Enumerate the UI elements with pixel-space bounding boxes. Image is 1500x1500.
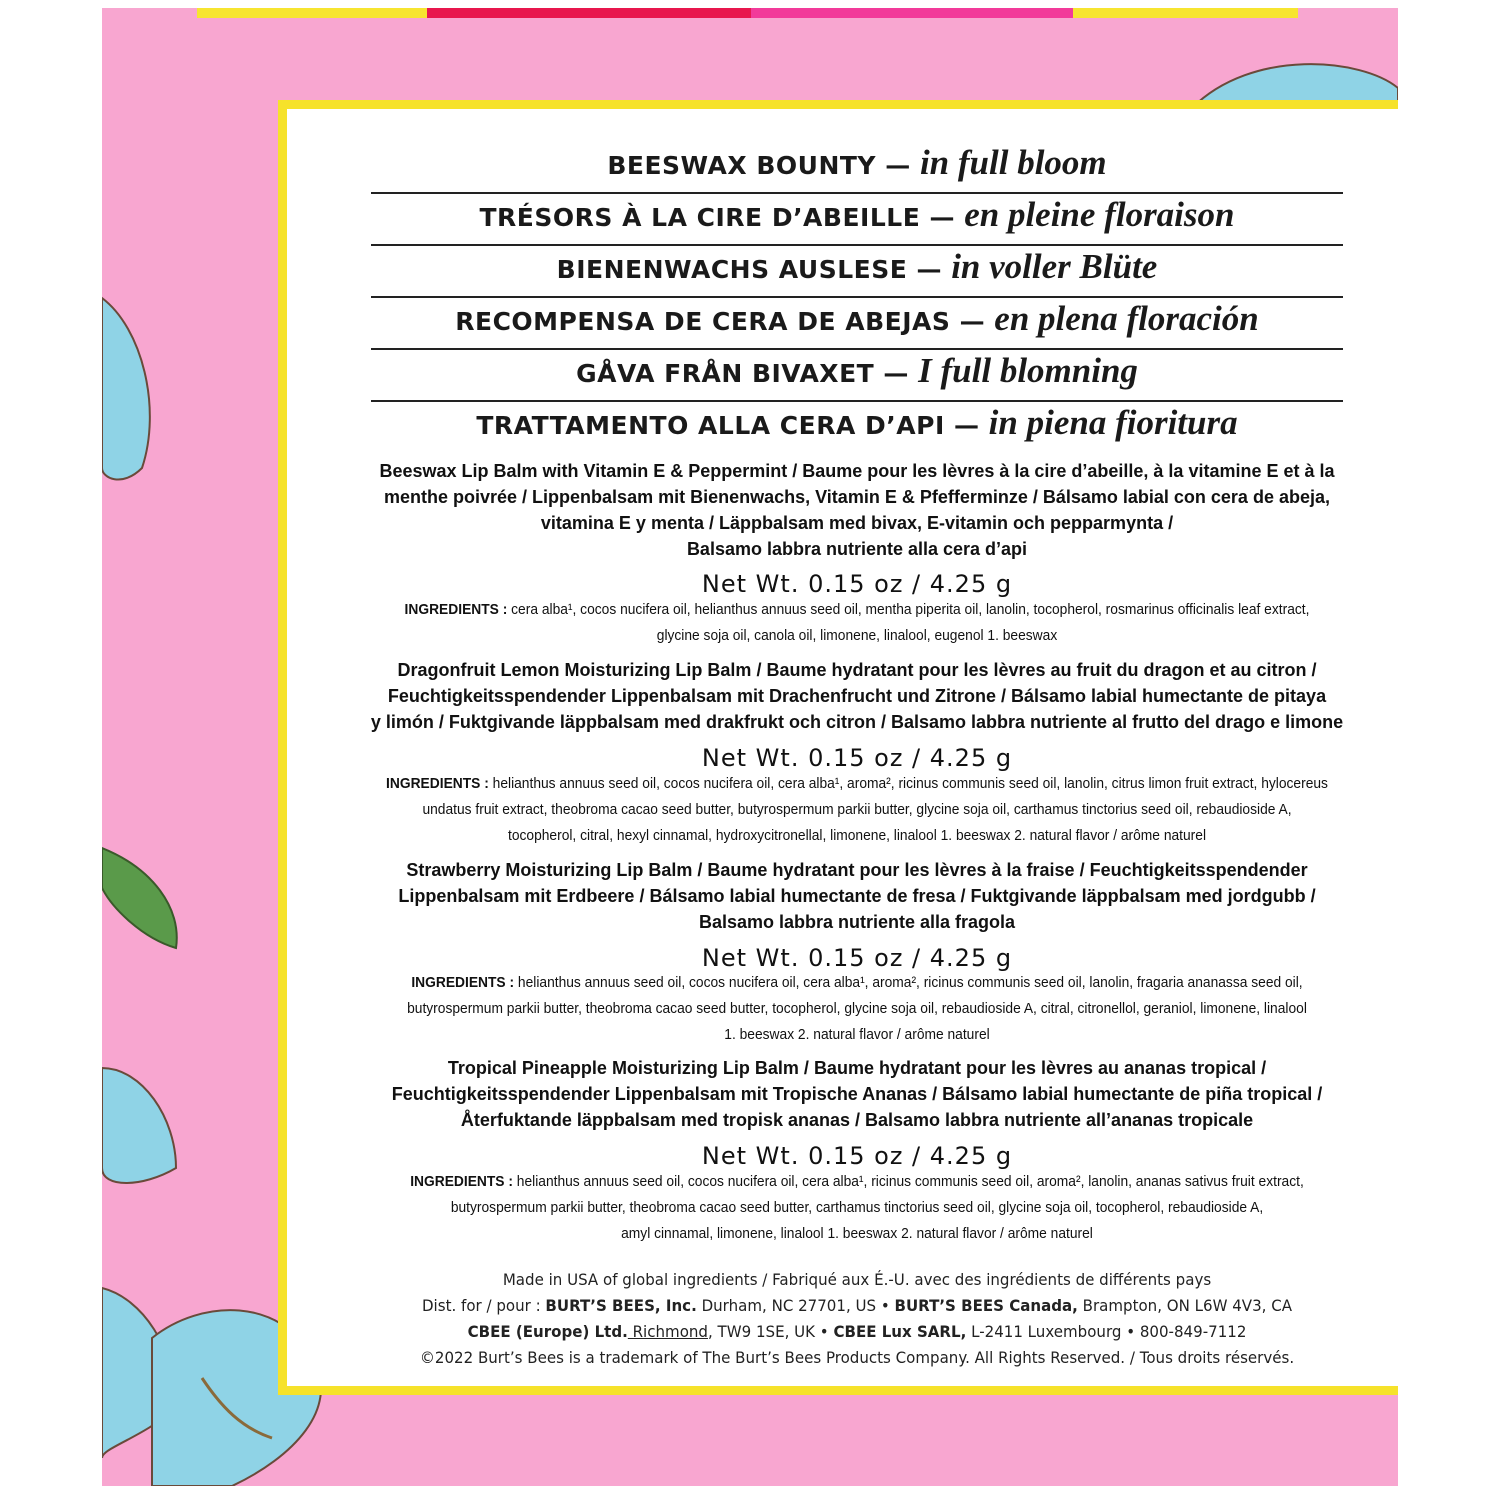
divider <box>371 348 1343 350</box>
net-weight: Net Wt. 0.15 oz / 4.25 g <box>701 1142 1013 1170</box>
net-weight: Net Wt. 0.15 oz / 4.25 g <box>701 944 1013 972</box>
product-name-tropical-pineapple: Tropical Pineapple Moisturizing Lip Balm / Baume hydratant pour les lèvres au ananas tropical / Feuchtigkeitsspendender Lippenbalsam mit Tropische Ananas / Bálsamo labial humectante de piña tropical / Återfuktande läppbalsam med tropisk ananas / Balsamo labbra nutriente all’ananas tropicale <box>391 1058 1323 1130</box>
title-german: BIENENWACHS AUSLESE — in voller Blüte <box>556 247 1158 286</box>
ingredients-beeswax: INGREDIENTS : cera alba¹, cocos nucifera oil, helianthus annuus seed oil, mentha piperita oil, lanolin, tocopherol, rosmarinus officinalis leaf extract, glycine soja oil, canola oil, limonene, linalool, eugenol 1. beeswax <box>404 601 1310 644</box>
net-weight: Net Wt. 0.15 oz / 4.25 g <box>701 744 1013 772</box>
divider <box>371 192 1343 194</box>
divider <box>371 296 1343 298</box>
title-italian: TRATTAMENTO ALLA CERA D’API — in piena fioritura <box>476 403 1238 442</box>
title-spanish: RECOMPENSA DE CERA DE ABEJAS — en plena floración <box>455 299 1259 338</box>
product-name-strawberry: Strawberry Moisturizing Lip Balm / Baume hydratant pour les lèvres à la fraise / Feuchtigkeitsspendender Lippenbalsam mit Erdbeere / Bálsamo labial humectante de fresa / Fuktgivande läppbalsam med jordgubb / Balsamo labbra nutriente alla fragola <box>398 860 1316 932</box>
ingredients-strawberry: INGREDIENTS : helianthus annuus seed oil, cocos nucifera oil, cera alba¹, aroma², ricinus communis seed oil, lanolin, fragaria ananassa seed oil, butyrospermum parkii butter, theobroma cacao seed butter, tocopherol, glycine soja oil, rebaudioside A, citral, citronellol, geraniol, limonene, linalool 1. beeswax 2. natural flavor / arôme naturel <box>407 974 1307 1043</box>
top-strip-yellow-2 <box>1073 8 1298 18</box>
title-french: TRÉSORS À LA CIRE D’ABEILLE — en pleine floraison <box>479 195 1235 234</box>
divider <box>371 400 1343 402</box>
top-strip-yellow <box>197 8 427 18</box>
top-strip-pink <box>751 8 1073 18</box>
title-english: BEESWAX BOUNTY — in full bloom <box>607 143 1107 182</box>
ingredients-dragonfruit-lemon: INGREDIENTS : helianthus annuus seed oil, cocos nucifera oil, cera alba¹, aroma², ricinus communis seed oil, lanolin, citrus limon fruit extract, hylocereus undatus fruit extract, theobroma cacao seed butter, butyrospermum parkii butter, glycine soja oil, carthamus tinctorius seed oil, rebaudioside A, tocopherol, citral, hexyl cinnamal, hydroxycitronellal, limonene, linalool 1. beeswax 2. natural flavor / arôme naturel <box>386 775 1328 844</box>
divider <box>371 244 1343 246</box>
text-panel <box>278 100 1398 1395</box>
top-strip-red <box>427 8 751 18</box>
distribution-info: Made in USA of global ingredients / Fabriqué aux É.-U. avec des ingrédients de différents pays Dist. for / pour : BURT’S BEES, Inc. Durham, NC 27701, US • BURT’S BEES Canada, Brampton, ON L6W 4V3, CA CBEE (Europe) Ltd. Richmond, TW9 1SE, UK • CBEE Lux SARL, L-2411 Luxembourg • 800-849-7112 ©2022 Burt’s Bees is a trademark of The Burt’s Bees Products Company. All Rights Reserved. / Tous droits réservés. <box>419 1270 1295 1367</box>
title-swedish: GÅVA FRÅN BIVAXET — I full blomning <box>576 351 1138 390</box>
product-name-beeswax: Beeswax Lip Balm with Vitamin E & Peppermint / Baume pour les lèvres à la cire d’abeille, à la vitamine E et à la menthe poivrée / Lippenbalsam mit Bienenwachs, Vitamin E & Pfefferminze / Bálsamo labial con cera de abeja, vitamina E y menta / Läppbalsam med bivax, E-vitamin och pepparmynta / Balsamo labbra nutriente alla cera d’api <box>379 461 1335 559</box>
net-weight: Net Wt. 0.15 oz / 4.25 g <box>701 570 1013 598</box>
ingredients-tropical-pineapple: INGREDIENTS : helianthus annuus seed oil, cocos nucifera oil, cera alba¹, ricinus communis seed oil, aroma², lanolin, ananas sativus fruit extract, butyrospermum parkii butter, theobroma cacao seed butter, carthamus tinctorius seed oil, glycine soja oil, tocopherol, rebaudioside A, amyl cinnamal, limonene, linalool 1. beeswax 2. natural flavor / arôme naturel <box>410 1173 1304 1242</box>
package-back <box>102 8 1398 1486</box>
product-name-dragonfruit-lemon: Dragonfruit Lemon Moisturizing Lip Balm / Baume hydratant pour les lèvres au fruit du dragon et au citron / Feuchtigkeitsspendender Lippenbalsam mit Drachenfrucht und Zitrone / Bálsamo labial humectante de pitaya y limón / Fuktgivande läppbalsam med drakfrukt och citron / Balsamo labbra nutriente al frutto del drago e limone <box>370 660 1344 732</box>
